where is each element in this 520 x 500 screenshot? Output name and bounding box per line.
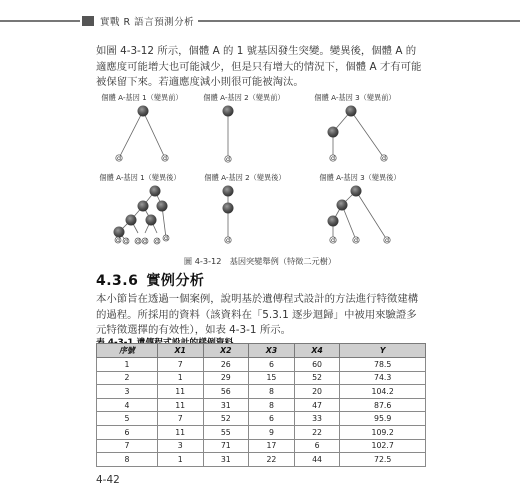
- table-cell: 1: [97, 358, 158, 372]
- svg-text:d: d: [142, 237, 148, 245]
- svg-text:d: d: [162, 154, 168, 162]
- table-cell: 47: [294, 398, 340, 412]
- table-cell: 29: [203, 371, 249, 385]
- svg-text:d: d: [381, 154, 387, 162]
- table-row: [97, 371, 426, 385]
- svg-text:d: d: [163, 234, 169, 242]
- table-cell: 31: [203, 453, 249, 467]
- table-cell: 44: [294, 453, 340, 467]
- table-cell: 72.5: [340, 453, 426, 467]
- table-cell: 8: [97, 453, 158, 467]
- table-row: [97, 358, 426, 372]
- svg-text:d: d: [330, 154, 336, 162]
- body-text: 本小節旨在透過一個案例，說明基於遺傳程式設計的方法進行特徵建構的過程。所採用的資料（該資料在「5.3.1 逐步迴歸」中被用來驗證多元特徵選擇的有效性），如表 4-3-1 所示。: [96, 293, 419, 336]
- figure-caption: 圖 4-3-12 基因突變舉例（特徵二元樹）: [183, 256, 337, 266]
- table-cell: 5: [97, 412, 158, 426]
- tree-node: [138, 201, 149, 212]
- table-cell: 26: [203, 358, 249, 372]
- table-cell: 22: [249, 453, 295, 467]
- tree-label-2-before: 個體 A-基因 2（變異前）: [203, 93, 285, 102]
- header-cell: X2: [203, 344, 249, 358]
- section-number: 4.3.6: [96, 273, 139, 289]
- tree-node: [126, 215, 137, 226]
- table-cell: 102.7: [340, 439, 426, 453]
- svg-text:d: d: [135, 237, 141, 245]
- intro-text: 如圖 4-3-12 所示，個體 A 的 1 號基因發生突變。變異後，個體 A 的適應度可能增大也可能減少，但是只有增大的情況下，個體 A 才有可能被保留下來。若適應度減小則很可能被淘汰。: [96, 45, 422, 88]
- tree-node: [223, 106, 234, 117]
- tree-3-before: [328, 106, 388, 163]
- svg-text:d: d: [116, 154, 122, 162]
- table-cell: 109.2: [340, 425, 426, 439]
- tree-label-1-after: 個體 A-基因 1（變異後）: [99, 173, 181, 182]
- table-cell: 8: [249, 385, 295, 399]
- svg-text:d: d: [154, 237, 160, 245]
- table-cell: 56: [203, 385, 249, 399]
- table-cell: 4: [97, 398, 158, 412]
- page-number: 4-42: [96, 474, 120, 486]
- tree-2-before: [223, 106, 234, 164]
- table-cell: 52: [294, 371, 340, 385]
- tree-label-1-before: 個體 A-基因 1（變異前）: [101, 93, 183, 102]
- table-cell: 52: [203, 412, 249, 426]
- svg-text:d: d: [225, 236, 231, 244]
- tree-label-2-after: 個體 A-基因 2（變異後）: [204, 173, 286, 182]
- header-cell: X1: [157, 344, 203, 358]
- tree-label-3-after: 個體 A-基因 3（變異後）: [319, 173, 401, 182]
- svg-text:d: d: [123, 237, 129, 245]
- table-cell: 95.9: [340, 412, 426, 426]
- table-cell: 31: [203, 398, 249, 412]
- header-cell: X3: [249, 344, 295, 358]
- table-cell: 87.6: [340, 398, 426, 412]
- tree-3-after: [328, 186, 391, 245]
- sample-data-table: [96, 343, 426, 467]
- section-heading: [96, 270, 204, 290]
- svg-text:d: d: [225, 155, 231, 163]
- table-cell: 8: [249, 398, 295, 412]
- table-cell: 6: [249, 358, 295, 372]
- header-title: 實戰 R 語言預測分析: [96, 14, 198, 28]
- table-cell: 2: [97, 371, 158, 385]
- table-cell: 15: [249, 371, 295, 385]
- table-row: [97, 412, 426, 426]
- table-header-row: [97, 344, 426, 358]
- table-cell: 78.5: [340, 358, 426, 372]
- header-cell: X4: [294, 344, 340, 358]
- header-cell: Y: [340, 344, 426, 358]
- table-cell: 6: [249, 412, 295, 426]
- tree-node: [223, 186, 234, 197]
- svg-text:d: d: [384, 236, 390, 244]
- svg-text:d: d: [353, 236, 359, 244]
- table-cell: 6: [294, 439, 340, 453]
- tree-node: [138, 106, 149, 117]
- tree-2-after: [223, 186, 234, 245]
- tree-node: [351, 186, 362, 197]
- table-cell: 7: [97, 439, 158, 453]
- table-cell: 11: [157, 398, 203, 412]
- header-cell: 序號: [97, 344, 158, 358]
- tree-node: [223, 203, 234, 214]
- table-cell: 33: [294, 412, 340, 426]
- section-title: 實例分析: [146, 273, 205, 289]
- table-cell: 9: [249, 425, 295, 439]
- table-cell: 71: [203, 439, 249, 453]
- table-row: [97, 385, 426, 399]
- table-row: [97, 425, 426, 439]
- table-cell: 74.3: [340, 371, 426, 385]
- tree-1-after: [114, 186, 170, 246]
- svg-text:d: d: [330, 236, 336, 244]
- table-cell: 3: [157, 439, 203, 453]
- table-row: [97, 439, 426, 453]
- tree-node: [346, 106, 357, 117]
- tree-node: [337, 200, 348, 211]
- tree-node: [328, 127, 339, 138]
- table-cell: 11: [157, 385, 203, 399]
- table-cell: 22: [294, 425, 340, 439]
- table-cell: 17: [249, 439, 295, 453]
- tree-node: [150, 186, 161, 197]
- tree-node: [146, 215, 157, 226]
- table-cell: 11: [157, 425, 203, 439]
- tree-node: [157, 201, 168, 212]
- tree-1-before: [116, 106, 168, 163]
- table-cell: 1: [157, 371, 203, 385]
- table-cell: 6: [97, 425, 158, 439]
- table-cell: 55: [203, 425, 249, 439]
- table-cell: 1: [157, 453, 203, 467]
- table-cell: 60: [294, 358, 340, 372]
- table-row: [97, 398, 426, 412]
- table-cell: 104.2: [340, 385, 426, 399]
- svg-text:d: d: [115, 236, 121, 244]
- table-cell: 3: [97, 385, 158, 399]
- tree-node: [328, 216, 339, 227]
- table-cell: 20: [294, 385, 340, 399]
- table-cell: 7: [157, 412, 203, 426]
- table-row: [97, 453, 426, 467]
- table-cell: 7: [157, 358, 203, 372]
- tree-label-3-before: 個體 A-基因 3（變異前）: [314, 93, 396, 102]
- body-paragraph: [96, 292, 426, 339]
